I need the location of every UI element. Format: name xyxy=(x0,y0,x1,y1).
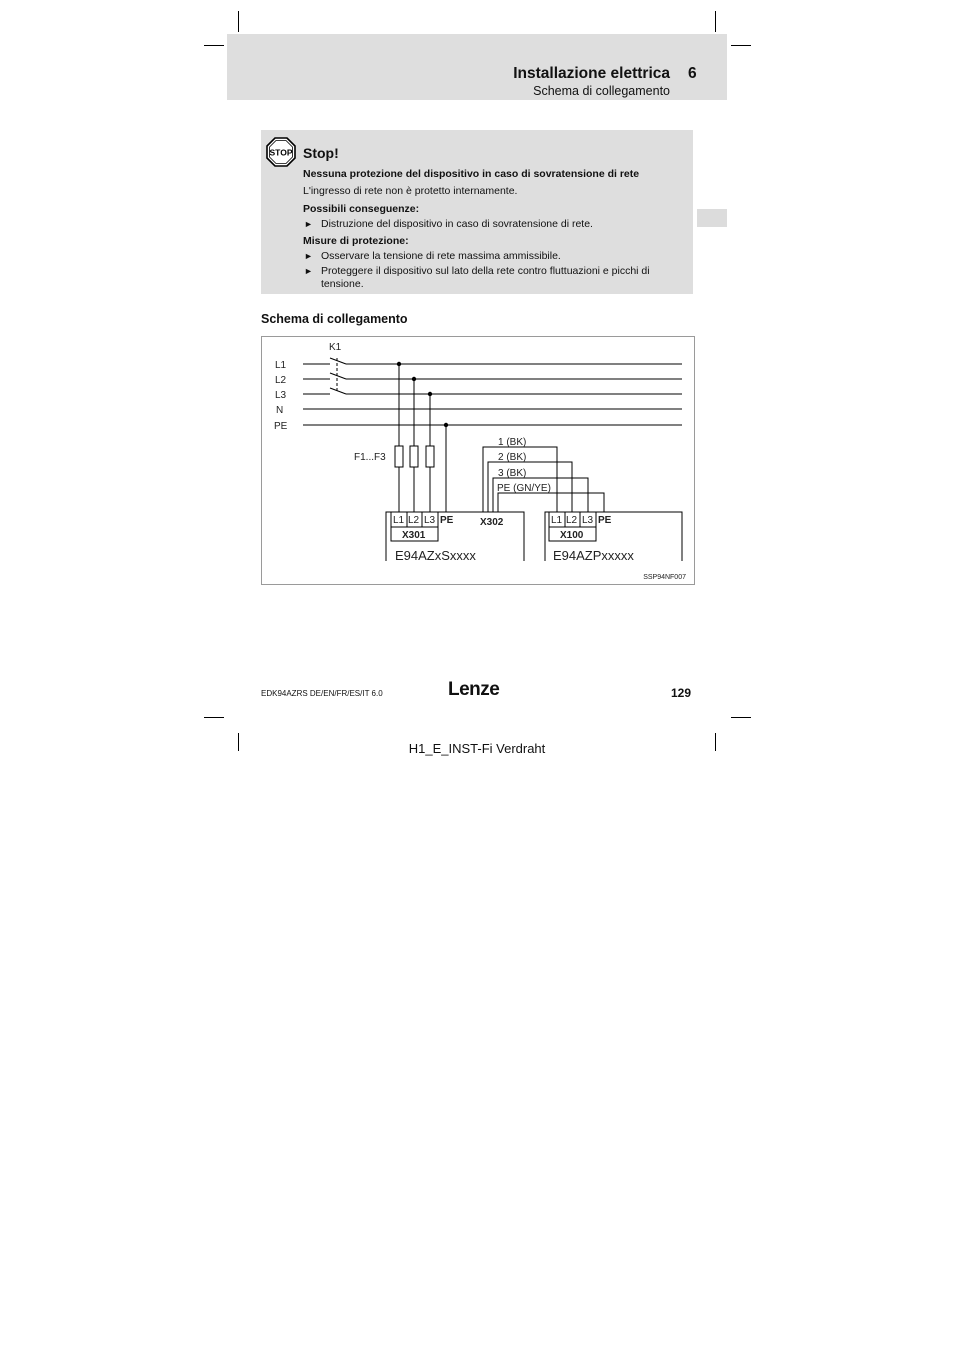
stop-icon-text: STOP xyxy=(269,147,293,158)
junction-dot xyxy=(397,362,401,366)
wire-label: PE (GN/YE) xyxy=(497,483,551,494)
device1-terminal-label: L2 xyxy=(408,515,420,526)
measure-item: Osservare la tensione di rete massima ammissibile. xyxy=(321,250,561,262)
stop-title: Stop! xyxy=(303,145,339,161)
switch-contact-l1 xyxy=(330,358,346,364)
device2-terminal-label: L1 xyxy=(551,515,563,526)
chapter-subtitle: Schema di collegamento xyxy=(533,84,670,98)
device1-second-connector-label: X302 xyxy=(480,517,504,528)
device2-terminal-label: L3 xyxy=(582,515,594,526)
document-code: EDK94AZRS DE/EN/FR/ES/IT 6.0 xyxy=(261,689,383,698)
line-label: PE xyxy=(274,421,288,432)
measure-item-continuation: tensione. xyxy=(321,278,364,290)
device1-name: E94AZxSxxxx xyxy=(395,548,476,563)
brand-logo: Lenze xyxy=(448,679,500,700)
wire-label: 3 (BK) xyxy=(498,468,527,479)
line-label: L3 xyxy=(275,390,287,401)
switch-label: K1 xyxy=(329,342,342,353)
line-label: L2 xyxy=(275,375,287,386)
triangle-right-icon: ► xyxy=(304,251,313,261)
device1-terminal-label: L1 xyxy=(393,515,405,526)
consequence-item: Distruzione del dispositivo in caso di sovratensione di rete. xyxy=(321,218,593,230)
device1-terminal-label: PE xyxy=(440,515,454,526)
fuse-f2 xyxy=(410,446,418,467)
stop-heading: Nessuna protezione del dispositivo in caso di sovratensione di rete xyxy=(303,168,640,180)
fuse-f1 xyxy=(395,446,403,467)
device2-terminal-label: PE xyxy=(598,515,612,526)
figure-code: SSP94NF007 xyxy=(643,574,686,581)
stop-description: L'ingresso di rete non è protetto internamente. xyxy=(303,185,518,197)
wire-label: 1 (BK) xyxy=(498,437,527,448)
triangle-right-icon: ► xyxy=(304,219,313,229)
footer-note: H1_E_INST-Fi Verdraht xyxy=(408,741,546,756)
triangle-right-icon: ► xyxy=(304,266,313,276)
junction-dot xyxy=(444,423,448,427)
line-label: L1 xyxy=(275,360,287,371)
device2-connector-label: X100 xyxy=(560,530,584,541)
junction-dot xyxy=(428,392,432,396)
section-title: Schema di collegamento xyxy=(261,312,408,326)
junction-dot xyxy=(412,377,416,381)
switch-contact-l3 xyxy=(330,388,346,394)
device1-terminal-label: L3 xyxy=(424,515,436,526)
device2-name: E94AZPxxxxx xyxy=(553,548,634,563)
page-number: 129 xyxy=(671,686,692,700)
measures-label: Misure di protezione: xyxy=(303,235,409,247)
device2-terminal-label: L2 xyxy=(566,515,578,526)
consequences-label: Possibili conseguenze: xyxy=(303,203,420,215)
measure-item: Proteggere il dispositivo sul lato della rete contro fluttuazioni e picchi di xyxy=(321,265,650,277)
line-label: N xyxy=(276,405,284,416)
fuse-f3 xyxy=(426,446,434,467)
chapter-number: 6 xyxy=(688,65,697,82)
switch-contact-l2 xyxy=(330,373,346,379)
wire-label: 2 (BK) xyxy=(498,452,527,463)
device1-connector-label: X301 xyxy=(402,530,426,541)
fuse-label: F1...F3 xyxy=(354,452,386,463)
chapter-title: Installazione elettrica xyxy=(513,65,670,82)
